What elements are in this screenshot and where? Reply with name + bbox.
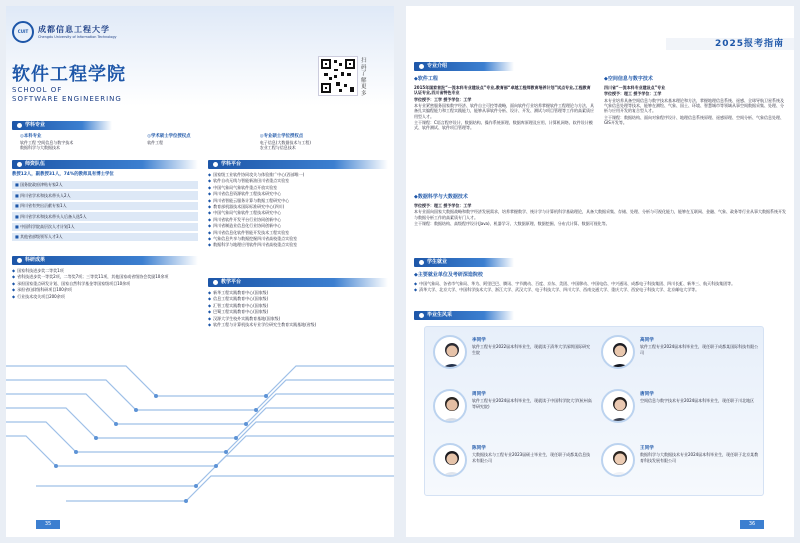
avatar xyxy=(433,389,467,423)
major-software: ◆软件工程 2015年国家首批“一流本科专业建设点”专业,教育部“卓越工程师教育培养计划”试点专业,工程教育认证专业,四川省特色专业 学位授予：工学 授予学位：工学 本专业紧密服务国家数字经济、软件自主可控等战略，面向软件行业培养掌握软件工程理论与方法，具备扎实编程能力和工程实践能力，能够从事软件分析、设计、开发、测试与项目管理等工作的高素质应用型人才。 主干课程：C语言程序设计、数据结构、操作系统原理、数据库原理及应用、计算机网络、软件设计模式、软件测试、软件项目管理等。 xyxy=(414,76,594,131)
alumni-card xyxy=(601,389,761,423)
spec-heading: 专业介绍 xyxy=(414,62,514,71)
major-title: ◆软件工程 xyxy=(414,76,438,82)
major-bigdata: ◆数据科学与大数据技术 学位授予：理工 授予学位：工学 本专业面向国家大数据战略和数字经济发展需求，培养掌握数学、统计学与计算机科学基础理论，具备大数据采集、存储、处理、分析与可视化能力，能够在互联网、金融、气象、政务等行业从事大数据系统开发与数据分析工作的高素质专门人才。 主干课程：数据结构、高级程序设计(Java)、机器学习、大数据原理、数据挖掘、分布式计算、数据可视化等。 xyxy=(414,194,786,226)
list-item: ◆ 承担省(部)级科研项目100余项 xyxy=(12,287,72,293)
platforms-list xyxy=(208,172,388,248)
university-name-en: Chengdu University of Information Technology xyxy=(38,35,117,40)
alumni-heading: 毕业生风采 xyxy=(414,311,514,320)
avatar xyxy=(433,335,467,369)
list-item: ■ 四川省有突出贡献专家1人 xyxy=(12,202,198,210)
faculty-list xyxy=(12,181,198,241)
college-title: 软件工程学院 xyxy=(12,64,126,85)
list-item: ◆ 行业技术攻关项目200余项 xyxy=(12,293,65,299)
list-item: ■ 中国科学院高层次人才计划1人 xyxy=(12,223,198,231)
alumni-desc: 大数据技术与工程专业2023届硕士毕业生，现任职于成都某信息技术有限公司 xyxy=(472,452,591,463)
alumni-name: 高同学 xyxy=(640,338,654,343)
teaching-section xyxy=(208,278,388,328)
alumni-desc: 软件工程专业2024届本科毕业生，现任职于成都某国际科技有限公司 xyxy=(640,344,759,355)
alumni-name: 唐同学 xyxy=(640,392,654,397)
list-item: ◆ 巴蜀工程实践教育中心(国家级) xyxy=(208,309,269,315)
majors-section xyxy=(12,121,357,151)
list-item: ■ 国务院政府津贴专家2人 xyxy=(12,181,198,189)
platforms-section xyxy=(208,160,388,249)
majors-col-professional-master: ◎专业硕士学位授权点 电子信息(大数据技术与工程) 农业工程与信息技术 xyxy=(259,134,311,151)
list-item: ◆ 气象信息共享与数据挖掘四川省高校重点实验室 xyxy=(208,235,298,241)
alumni-card xyxy=(433,335,593,369)
list-item: ◆ 清华大学、北京大学、中国科学技术大学、浙江大学、武汉大学、电子科技大学、四川大学、西南交通大学、重庆大学、西安电子科技大学、北京邮电大学等。 xyxy=(414,287,700,293)
alumni-name: 王同学 xyxy=(640,446,654,451)
faculty-section xyxy=(12,160,198,243)
employment-heading: 学生就业 xyxy=(414,258,514,267)
list-item: ◆ 中国气象局、各省市气象局、华为、阿里巴巴、腾讯、字节跳动、百度、京东、美团、中国移动、中国电信、中兴通讯、成都电子科技集团、四川长虹、新华三、航天科技集团等。 xyxy=(414,280,736,286)
alumni-desc: 软件工程专业2024届本科毕业生，现就读于中国科学院大学(杭州高等研究院) xyxy=(472,398,592,409)
list-item: ■ 其他省部级领军人才3人 xyxy=(12,233,198,241)
page-number-right: 36 xyxy=(740,520,764,529)
alumni-card xyxy=(433,443,593,477)
teaching-list xyxy=(208,290,388,327)
research-list xyxy=(12,268,198,299)
right-page xyxy=(406,6,794,537)
page-number-left: 35 xyxy=(36,520,60,529)
list-item: ◆ 四川省信息资源软件工程技术研究中心 xyxy=(208,191,282,197)
qr-code[interactable] xyxy=(318,56,358,96)
college-title-en-2: SOFTWARE ENGINEERING xyxy=(12,95,122,103)
avatar xyxy=(601,335,635,369)
research-heading: 科研成果 xyxy=(12,256,198,265)
list-item: ◆ 数据科学与地理应用软件四川省高校重点实验室 xyxy=(208,242,298,248)
list-item: ◆ 新华工程实践教育中心(国家级) xyxy=(208,290,269,295)
list-item: ◆ 中国气象局气象软件重点开放实验室 xyxy=(208,184,278,190)
majors-columns xyxy=(12,134,357,151)
list-item: ■ 四川省学术和技术带头人后备人选5人 xyxy=(12,212,198,220)
majors-heading: 学科专业 xyxy=(12,121,112,130)
alumni-name: 李同学 xyxy=(472,338,486,343)
left-page xyxy=(6,6,394,537)
university-name-cn: 成都信息工程大学 xyxy=(38,24,110,35)
list-item: ◆ 软件自动无线与智能新油田川省重点实验室 xyxy=(208,178,290,184)
university-logo xyxy=(12,21,117,43)
alumni-panel xyxy=(424,326,764,496)
majors-col-academic-master: ◎学术硕士学位授权点 软件工程 xyxy=(147,134,191,145)
list-item: ◆ 汉源大学生校外实践教育基地(国家级) xyxy=(208,315,281,321)
circuit-decoration xyxy=(6,346,394,506)
alumni-card xyxy=(601,443,761,477)
guide-banner: 2025报考指南 xyxy=(666,38,794,50)
list-item: ◆ 中国气象局气象软件工程技术研究中心 xyxy=(208,210,282,216)
university-seal-icon: CUIT xyxy=(12,21,34,43)
list-item: ◆ 四川省信息化软件智能开发技术工程实验室 xyxy=(208,229,290,235)
faculty-heading: 师资队伍 xyxy=(12,160,198,169)
alumni-desc: 空间信息与数字技术专业2024届本科毕业生，现任职于川北地区 xyxy=(640,398,755,404)
list-item: ◆ 国家级工业软件协同攻关与体验推广中心(西部唯一) xyxy=(208,172,305,177)
alumni-desc: 数据科学与大数据技术专业2024届本科毕业生，现任职于北京某教育科技发展有限公司 xyxy=(640,452,759,463)
research-section xyxy=(12,256,198,300)
majors-col-undergrad: ◎本科专业 软件工程 空间信息与数字技术 数据科学与大数据技术 xyxy=(20,134,74,151)
employment-section: ◆主要就业单位及考研深造院校 ◆ 中国气象局、各省市气象局、华为、阿里巴巴、腾讯、字节跳动、百度、京东、美团、中国移动、中国电信、中兴通讯、成都电子科技集团、四川长虹、新华三、航天科技集团等。 ◆ 清华大学、北京大学、中国科学技术大学、浙江大学、武汉大学、电子科技大学、四川大学、西南交通大学、重庆大学、西安电子科技大学、北京邮电大学等。 xyxy=(414,272,786,294)
avatar xyxy=(601,443,635,477)
teaching-heading: 教学平台 xyxy=(208,278,388,287)
list-item: ◆ 汇智工程实践教育中心(国家级) xyxy=(208,302,269,308)
major-title: ◆空间信息与数字技术 xyxy=(604,76,653,82)
list-item: ◆ 软件工程与计算机技术专业学位研究生教育实践基地(省级) xyxy=(208,321,317,327)
list-item: ◆ 承担国家重点研发计划、国家自然科学基金等国家级项目10余项 xyxy=(12,280,131,286)
alumni-card xyxy=(433,389,593,423)
major-title: ◆数据科学与大数据技术 xyxy=(414,194,468,200)
list-item: ◆ 省科技进步奖一等奖2项，二等奖7项；三等奖11项，其他国家或省级协会奖励10余项 xyxy=(12,274,169,280)
platforms-heading: 学科平台 xyxy=(208,160,388,169)
qr-caption: 扫码了解更多 xyxy=(361,58,367,97)
list-item: ◆ 国家科技进步奖二等奖1项 xyxy=(12,268,64,273)
list-item: ◆ 信息工程实践教育中心(国家级) xyxy=(208,296,269,302)
major-spatial: ◆空间信息与数字技术 四川省“一流本科专业建设点”专业 学位授予：理工 授予学位：工学 本专业培养具备空间信息与数字技术基本理论和方法，掌握地理信息系统、遥感、全球导航卫星系统及气象信息处理等技术，能够在测绘、气象、国土、环境、智慧城市等领域从事空间数据采集、处理、分析与应用开发的复合型人才。 主干课程：数据结构、面向对象程序设计、地理信息系统原理、遥感原理、空间分析、气象信息处理、GIS开发等。 xyxy=(604,76,784,126)
alumni-name: 陈同学 xyxy=(472,446,486,451)
list-item: ◆ 四川省制造业信息化行业协同创新中心 xyxy=(208,223,282,229)
list-item: ■ 四川省学术和技术带头人2人 xyxy=(12,191,198,199)
list-item: ◆ 四川省智能云服务计算与数据工程研究中心 xyxy=(208,197,290,203)
alumni-card xyxy=(601,335,761,369)
faculty-summary: 教授12人，副教授31人，74%的教师具有博士学位 xyxy=(12,172,114,177)
avatar xyxy=(601,389,635,423)
alumni-desc: 软件工程专业2022届本科毕业生，现就读于清华大学深圳国际研究生院 xyxy=(472,344,591,355)
avatar xyxy=(433,443,467,477)
college-title-en-1: SCHOOL OF xyxy=(12,86,63,94)
alumni-name: 周同学 xyxy=(472,392,486,397)
list-item: ◆ 四川省软件开发平台行业协同创新中心 xyxy=(208,216,282,222)
list-item: ◆ 教育部机器技术国际标准研究中心(四川) xyxy=(208,203,285,209)
